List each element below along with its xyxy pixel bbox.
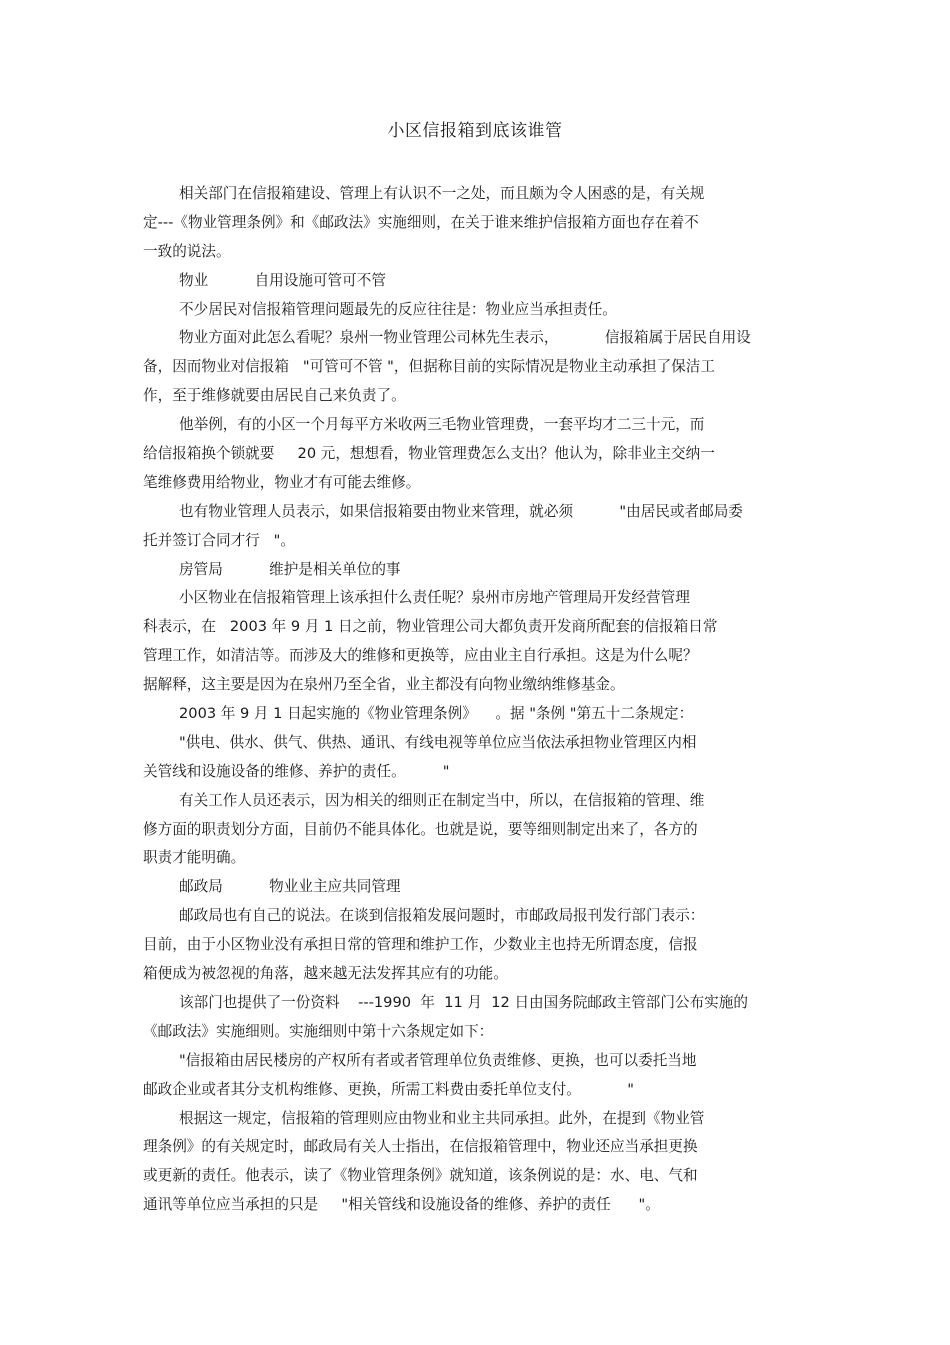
- text-line: 科表示，在 2003 年 9 月 1 日之前，物业管理公司大都负责开发商所配套的信报箱日常: [143, 618, 718, 636]
- text-line: 备，因而物业对信报箱 "可管可不管 "，但据称目前的实际情况是物业主动承担了保洁工: [143, 358, 715, 376]
- text-line: 作，至于维修就要由居民自己来负责了。: [143, 387, 406, 405]
- text-line: 邮政局也有自己的说法。在谈到信报箱发展问题时，市邮政局报刊发行部门表示：: [179, 907, 705, 925]
- text-line: 一致的说法。: [143, 242, 231, 260]
- text-line: "供电、供水、供气、供热、通讯、有线电视等单位应当依法承担物业管理区内相: [179, 733, 697, 751]
- text-line: 不少居民对信报箱管理问题最先的反应往往是：物业应当承担责任。: [179, 300, 617, 318]
- text-line: 定---《物业管理条例》和《邮政法》实施细则，在关于谁来维护信报箱方面也存在着不: [143, 213, 699, 231]
- text-line: 有关工作人员还表示，因为相关的细则正在制定当中，所以，在信报箱的管理、维: [179, 791, 705, 809]
- text-line: 该部门也提供了一份资料 ---1990 年 11 月 12 日由国务院邮政主管部门公布实施的: [179, 993, 748, 1011]
- text-line: 《邮政法》实施细则。实施细则中第十六条规定如下：: [143, 1022, 494, 1040]
- text-line: 也有物业管理人员表示，如果信报箱要由物业来管理，就必须 "由居民或者邮局委: [179, 502, 743, 520]
- text-line: 房管局 维护是相关单位的事: [179, 560, 401, 578]
- text-line: 理条例》的有关规定时，邮政局有关人士指出，在信报箱管理中，物业还应当承担更换: [143, 1138, 698, 1156]
- text-line: 修方面的职责划分方面，目前仍不能具体化。也就是说，要等细则制定出来了，各方的: [143, 820, 698, 838]
- article-title: 小区信报箱到底该谁管: [387, 121, 563, 141]
- text-line: 邮政企业或者其分支机构维修、更换，所需工料费由委托单位支付。 ": [143, 1080, 634, 1098]
- text-line: 邮政局 物业业主应共同管理: [179, 878, 401, 896]
- text-line: 或更新的责任。他表示，读了《物业管理条例》就知道，该条例说的是：水、电、气和: [143, 1167, 698, 1185]
- text-line: 根据这一规定，信报箱的管理则应由物业和业主共同承担。此外，在提到《物业管: [179, 1109, 705, 1127]
- text-line: 托并签订合同才行 "。: [143, 531, 295, 549]
- text-line: 物业方面对此怎么看呢？泉州一物业管理公司林先生表示， 信报箱属于居民自用设: [179, 329, 751, 347]
- text-line: 目前，由于小区物业没有承担日常的管理和维护工作，少数业主也持无所谓态度，信报: [143, 936, 698, 954]
- text-line: 小区物业在信报箱管理上该承担什么责任呢？泉州市房地产管理局开发经营管理: [179, 589, 690, 607]
- text-line: "信报箱由居民楼房的产权所有者或者管理单位负责维修、更换，也可以委托当地: [179, 1051, 697, 1069]
- article-body: [143, 180, 795, 1220]
- text-line: 职责才能明确。: [143, 849, 246, 867]
- text-line: 给信报箱换个锁就要 20 元，想想看，物业管理费怎么支出？他认为，除非业主交纳一: [143, 445, 715, 463]
- text-line: 相关部门在信报箱建设、管理上有认识不一之处，而且颇为令人困惑的是，有关规: [179, 185, 705, 202]
- text-line: 他举例，有的小区一个月每平方米收两三毛物业管理费，一套平均才二三十元，而: [179, 416, 705, 434]
- text-line: 管理工作，如清洁等。而涉及大的维修和更换等，应由业主自行承担。这是为什么呢？: [143, 647, 698, 665]
- text-line: 箱便成为被忽视的角落，越来越无法发挥其应有的功能。: [143, 965, 508, 983]
- text-line: 笔维修费用给物业，物业才有可能去维修。: [143, 473, 421, 491]
- text-line: 物业 自用设施可管可不管: [179, 271, 386, 289]
- text-line: 通讯等单位应当承担的只是 "相关管线和设施设备的维修、养护的责任 "。: [143, 1196, 660, 1214]
- text-line: 据解释，这主要是因为在泉州乃至全省，业主都没有向物业缴纳维修基金。: [143, 676, 625, 694]
- text-line: 关管线和设施设备的维修、养护的责任。 ": [143, 762, 450, 780]
- text-line: 2003 年 9 月 1 日起实施的《物业管理条例》 。据 "条例 "第五十二条规定：: [179, 705, 694, 723]
